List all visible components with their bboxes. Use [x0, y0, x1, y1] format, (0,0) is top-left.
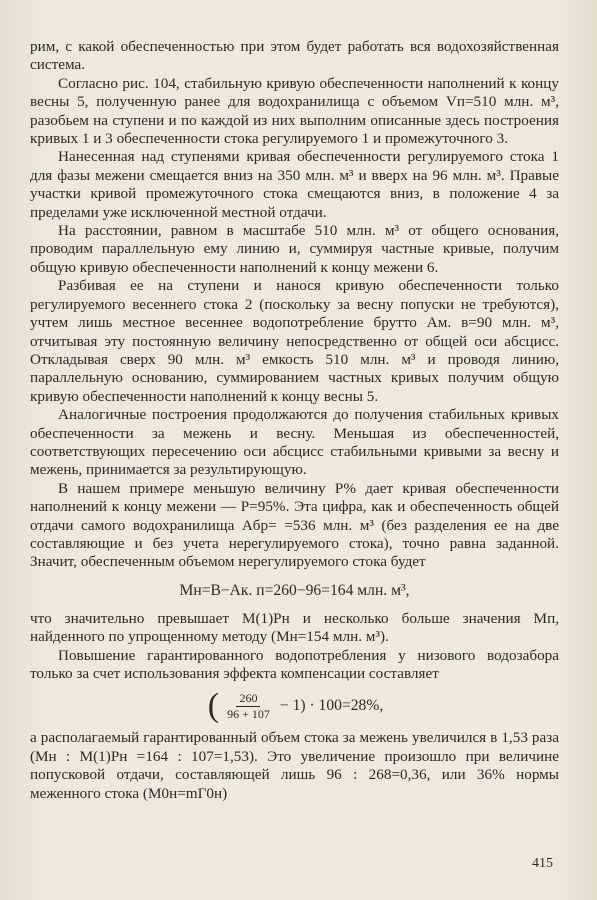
fraction-numerator: 260 — [236, 692, 260, 707]
paragraph-9: Повышение гарантированного водопотребления у низового водозабора только за счет использования эффекта компенсации составляет — [30, 646, 559, 682]
paragraph-10: а располагаемый гарантированный объем стока за межень увеличился в 1,53 раза (Mн : M(1)Pн =164 : 107=1,53). Это увеличение произошло при величине попусковой отдачи, составляющей лишь 96 : 268=0,36, или 36% нормы меженного стока (M0н=mΓ0н) — [30, 729, 559, 802]
formula-nonregulated-volume: Mн=B−Aк. п=260−96=164 млн. м³, — [179, 581, 410, 599]
paragraph-6: Аналогичные построения продолжаются до получения стабильных кривых обеспеченности за межень и весну. Меньшая из обеспеченностей, соответствующих пересечению оси абсцисс стабильными кривыми за весну и межень, принимается за результирующую. — [30, 406, 559, 479]
fraction-denominator: 96 + 107 — [227, 706, 270, 721]
formula-compensation-effect — [30, 687, 559, 725]
paragraph-4: На расстоянии, равном в масштабе 510 млн. м³ от общего основания, проводим параллельную ему линию и, суммируя частные кривые, получим общую кривую обеспеченности наполнений к концу межени 6. — [30, 222, 559, 276]
left-paren: ( — [207, 687, 220, 725]
paragraph-5: Разбивая ее на ступени и нанося кривую обеспеченности только регулируемого весеннего стока 2 (поскольку за весну попуски не требуются), учтем лишь местное весеннее водопотребление брутто Aм. в=90 млн. м³, отчитывая эту постоянную величину непосредственно от общей оси абсцисс. Откладывая сверх 90 млн. м³ емкость 510 млн. м³ и проводя линию, параллельную основанию, суммированием частных кривых получим общую кривую обеспеченности наполнений к концу весны 5. — [30, 277, 559, 405]
page-number: 415 — [532, 856, 553, 871]
paragraph-8: что значительно превышает M(1)Pн и несколько больше значения Mп, найденного по упрощенному методу (Mн=154 млн. м³). — [30, 609, 559, 646]
paragraph-1: рим, с какой обеспеченностью при этом будет работать вся водохозяйственная система. — [30, 38, 559, 74]
paragraph-2: Согласно рис. 104, стабильную кривую обеспеченности наполнений к концу весны 5, полученную ранее для водохранилища с объемом Vп=510 млн. м³, разобьем на ступени и по каждой из них выполним описанные здесь построения кривых 1 и 3 обеспеченности стока регулируемого 1 и промежуточного 3. — [30, 74, 559, 148]
paragraph-3: Нанесенная над ступенями кривая обеспеченности регулируемого стока 1 для фазы межени смещается вниз на 350 млн. м³ и вверх на 96 млн. м³. Правые участки кривой промежуточного стока смещаются вниз, в положение 4 за пределами уже исключенной местной отдачи. — [30, 148, 559, 221]
paragraph-7: В нашем примере меньшую величину P% дает кривая обеспеченности наполнений к концу межени — P=95%. Эта цифра, как и обеспеченность общей отдачи самого водохранилища Aбр= =536 млн. м³ (без разделения ее на две составляющие и без учета нерегулируемого стока), точно равна заданной. Значит, обеспеченным объемом нерегулируемого стока будет — [30, 479, 559, 571]
formula-tail: − 1) · 100=28%, — [279, 697, 384, 715]
fraction — [224, 692, 273, 721]
